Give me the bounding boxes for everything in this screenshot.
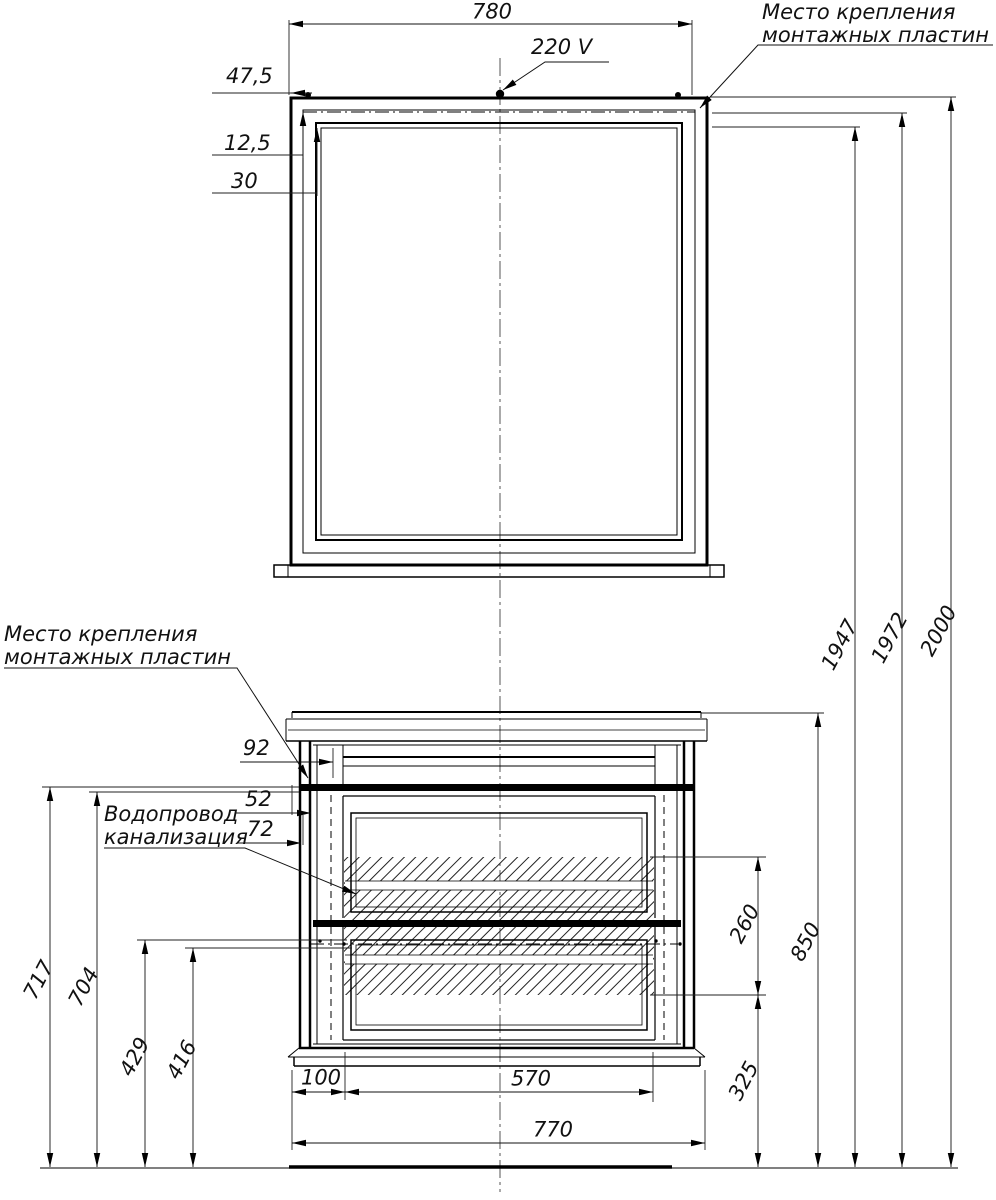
dim-1972: 1972	[866, 608, 913, 667]
dim-416: 416	[161, 1036, 202, 1084]
mirror-view	[274, 90, 724, 577]
mounting-plates-top-label	[762, 1, 989, 47]
plumbing-leader	[104, 848, 356, 894]
mounting-plates-left-line2: монтажных пластин	[4, 645, 232, 669]
dim-1947: 1947	[816, 615, 863, 674]
dim-30: 30	[231, 169, 258, 193]
dim-850: 850	[785, 918, 826, 966]
dim-47-5: 47,5	[226, 64, 273, 88]
cabinet-view	[286, 712, 707, 1066]
mounting-plates-left-leader	[4, 668, 308, 778]
dim-2000: 2000	[915, 601, 962, 660]
dim-12-5: 12,5	[224, 131, 271, 155]
mirror-bottom-ledge	[274, 565, 724, 577]
mounting-plates-top-leader	[700, 45, 993, 108]
dim-52: 52	[245, 787, 272, 811]
dim-770: 770	[532, 1117, 574, 1142]
floor-line	[40, 1167, 958, 1168]
plumbing-label	[104, 803, 248, 849]
mounting-plates-top-line1: Место крепления	[762, 0, 956, 24]
dim-260: 260	[724, 900, 765, 948]
dim-717: 717	[18, 956, 59, 1004]
mounting-plates-left-label	[4, 623, 231, 669]
dim-570: 570	[510, 1066, 552, 1091]
mounting-plates-top-line2: монтажных пластин	[762, 23, 990, 47]
mounting-plates-left-line1: Место крепления	[4, 622, 198, 646]
dim-100: 100	[300, 1065, 342, 1090]
plumbing-line2: канализация	[104, 825, 248, 849]
dim-780: 780	[471, 0, 513, 24]
dimension-lines	[50, 24, 951, 1167]
power-outlet-label: 220 V	[531, 35, 593, 59]
dim-429: 429	[114, 1033, 155, 1081]
plumbing-line1: Водопровод	[104, 802, 239, 826]
dim-325: 325	[723, 1057, 764, 1105]
leader-lines	[4, 45, 993, 894]
mounting-plate-right-dot	[675, 92, 681, 98]
power-outlet-leader	[503, 62, 609, 90]
dim-704: 704	[63, 963, 104, 1011]
dim-92: 92	[243, 736, 270, 760]
dim-72: 72	[247, 817, 274, 841]
power-outlet-dot	[496, 90, 504, 98]
